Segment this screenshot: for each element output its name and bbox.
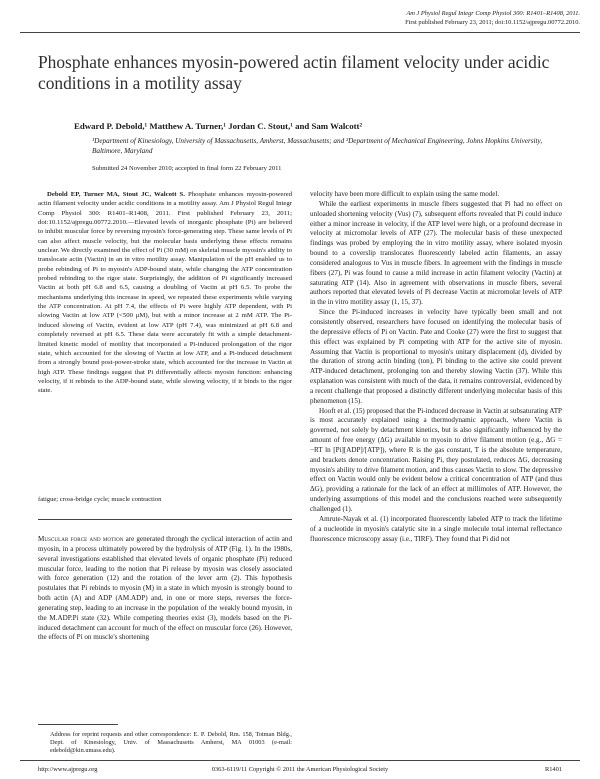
- abstract-citation: Phosphate enhances myosin-powered actin filament velocity under acidic conditions in a motility assay. Am J Physiol Regul Integr Comp Physiol 300: R1401–R1408, 2011. First published February 23, 2011; doi:10.1152/ajpregu.00772.2010.—: [38, 191, 292, 227]
- right-paragraph-5: Amrute-Nayak et al. (1) incorporated fluorescently labeled ATP to track the lifetime of a nucleotide in myosin's catalytic site in a single molecule total internal reflectance fluorescence microscopy assay (i.e., TIRF). They found that Pi did not: [310, 514, 562, 543]
- article-title: Phosphate enhances myosin-powered actin filament velocity under acidic conditions in a motility assay: [38, 52, 550, 93]
- intro-paragraph-1: are generated through the cyclical interaction of actin and myosin, in a process ultimately powered by the hydrolysis of ATP (Fig. 1). In the 1980s, several investigations established that elevated levels of organic phosphate (Pi) reduced muscular force, leading to the notion that Pi release by myosin was closely associated with force generation (12) and the rotation of the lever arm (2). This hypothesis postulates that Pi rebinds to myosin (M) in a state in which myosin is strongly bound to both actin (A) and ADP (AM.ADP) and, in one or more steps, reverses the force-generating step, leading to an increase in the population of the weakly bound myosin, in the M.ADP.Pi state (32). While competing theories exist (3), models based on the Pi-induced detachment can account for much of the effect on muscular force (26). However, the effects of Pi on muscle's shortening: [38, 535, 292, 642]
- footer-rule: [20, 760, 580, 761]
- intro-lead-in: Muscular force and motion: [38, 535, 124, 543]
- footnote-rule: [38, 724, 118, 725]
- submission-dates: Submitted 24 November 2010; accepted in final form 22 February 2011: [92, 165, 282, 172]
- page-number: R1401: [544, 766, 562, 773]
- abstract-body: Elevated levels of inorganic phosphate (Pi) are believed to inhibit muscular force by reversing myosin's force-generating step. These same levels of Pi can also affect muscle velocity, but the molecular basis underlying these effects remains unclear. We directly examined the effect of Pi (30 mM) on skeletal muscle myosin's ability to translocate actin (Vactin) in an in vitro motility assay. Manipulation of the pH enabled us to probe rebinding of Pi to myosin's ADP-bound state, while changing the ATP concentration probed rebinding to the rigor state. Surprisingly, the addition of Pi significantly increased Vactin at both pH 6.8 and 6.5, causing a doubling of Vactin at pH 6.5. To probe the mechanisms underlying this increase in speed, we repeated these experiments while varying the ATP concentration. At pH 7.4, the effects of Pi were highly ATP dependent, with Pi slowing Vactin at low ATP (<500 μM), but with a minor increase at 2 mM ATP. The Pi-induced slowing of Vactin, evident at low ATP (pH 7.4), was minimized at pH 6.8 and completely reversed at pH 6.5. These data were accurately fit with a simple detachment-limited kinetic model of motility that incorporated a Pi-induced prolongation of the rigor state, which accounted for the slowing of Vactin at low ATP, and a Pi-induced detachment from a strongly bound post-power-stroke state, which accounted for the increase in Vactin at high ATP. These findings suggest that Pi differentially affects myosin function: enhancing velocity, if it rebinds to the ADP-bound state, while slowing velocity, if it binds to the rigor state.: [38, 219, 292, 395]
- right-paragraph-1: velocity have been more difficult to explain using the same model.: [310, 190, 500, 198]
- right-column: [310, 190, 562, 544]
- journal-first-published: First published February 23, 2011; doi:10.1152/ajpregu.00772.2010.: [405, 18, 580, 26]
- keywords: fatigue; cross-bridge cycle; muscle contraction: [38, 496, 162, 503]
- abstract-rule: [38, 519, 292, 520]
- correspondence-note: Address for reprint requests and other correspondence: E. P. Debold, Rm. 158, Totman Bldg., Dept. of Kinesiology, Univ. of Massachusetts Amherst, MA 01003 (e-mail: edebold@kin.umass.edu).: [50, 731, 292, 755]
- author-list: Edward P. Debold,¹ Matthew A. Turner,¹ Jordan C. Stout,¹ and Sam Walcott²: [74, 121, 363, 131]
- right-paragraph-3: Since the Pi-induced increases in velocity have typically been small and not consistently observed, researchers have focused on identifying the molecular basis of the depressive effects of Pi on Vactin. Pate and Cooke (27) were the first to suggest that this effect was explained by Pi competing with ATP for the active site of myosin. Assuming that Vactin is proportional to myosin's unitary displacement (d), divided by the duration of strong actin binding (ton), Pi binding to the active site could prevent ATP-induced detachment, prolonging ton and thereby slowing Vactin (37). While this explanation was consistent with much of the data, it remains controversial, evidenced by a recent challenge that proposed a distinctly different underlying molecular basis of this phenomenon (15).: [310, 308, 562, 405]
- abstract-citation-authors: Debold EP, Turner MA, Stout JC, Walcott S.: [47, 191, 185, 198]
- affiliations: ¹Department of Kinesiology, University of Massachusetts, Amherst, Massachusetts; and ²Department of Mechanical Engineering, Johns Hopkins University, Baltimore, Maryland: [92, 137, 543, 156]
- right-paragraph-2: While the earliest experiments in muscle fibers suggested that Pi had no effect on unloaded shortening velocity (Vus) (7), subsequent efforts revealed that Pi could induce either a minor increase in velocity, if the ATP level were high, or a profound decrease in velocity at micromolar levels of ATP (27). The molecular basis of these unexpected findings was probed by employing the in vitro motility assay, where isolated myosin bound to a coverslip translocates fluorescently labeled actin filaments, an assay considered analogous to Vus in muscle fibers. In agreement with the findings in muscle fibers (27), Pi was found to cause a mild increase in actin filament velocity (Vactin) at saturating ATP (14). Also in agreement with observations in muscle fibers, several authors reported that elevated levels of Pi decrease Vactin at micromolar levels of ATP in the in vitro motility assay (1, 15, 37).: [310, 199, 562, 307]
- journal-header: [220, 10, 580, 27]
- copyright: 0363-6119/11 Copyright © 2011 the American Physiological Society: [211, 766, 389, 773]
- journal-url-link[interactable]: http://www.ajpregu.org: [38, 766, 98, 773]
- abstract: [38, 190, 292, 396]
- journal-citation: Am J Physiol Regul Integr Comp Physiol 300: R1401–R1408, 2011.: [406, 10, 580, 17]
- right-paragraph-4: Hooft et al. (15) proposed that the Pi-induced decrease in Vactin at subsaturating ATP is most accurately explained using a thermodynamic approach, where Vactin is governed, not solely by detachment kinetics, but is also significantly influenced by the amount of free energy (ΔG) available to myosin to drive filament motion (e.g., ΔG = −RT ln [Pi][ADP]/[ATP]), where R is the gas constant, T is the absolute temperature, and brackets denote concentration. Raising Pi, they postulated, reduces ΔG, decreasing myosin's ability to drive filament motion, and thus causes Vactin to slow. The depressive effect on Vactin would only be evident below a critical concentration of ATP (and thus ΔG), providing a rationale for the lack of an effect at millimoles of ATP. However, the underlying assumptions of this model and the conclusions reached were subsequently challenged (1).: [310, 406, 562, 513]
- intro-column: [38, 535, 292, 643]
- header-rule: [20, 32, 580, 33]
